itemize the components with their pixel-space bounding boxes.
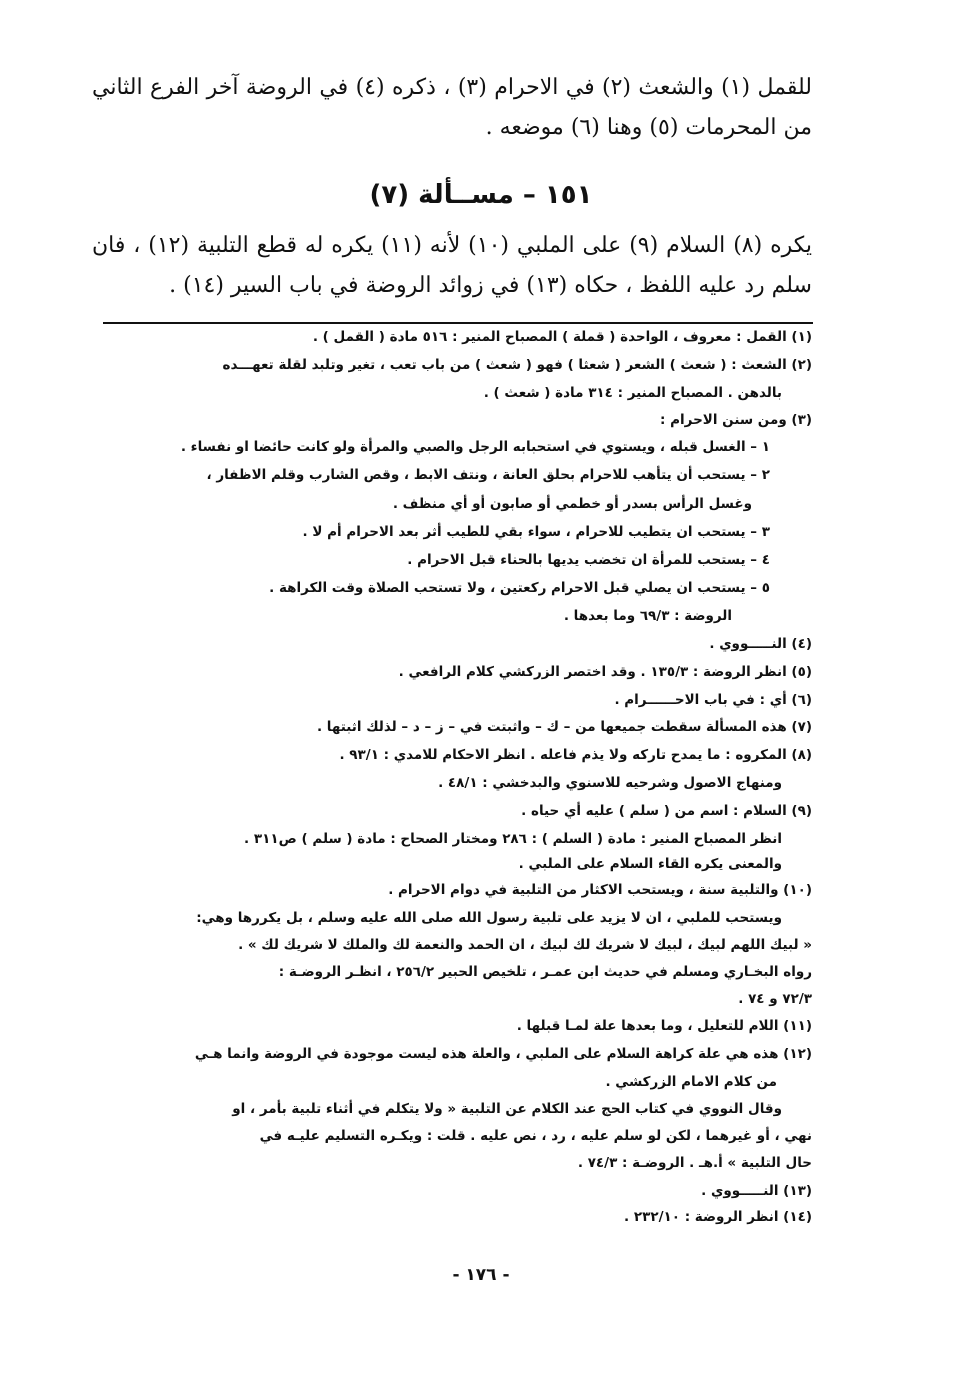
footnote-8: (٨) المكروه : ما يمدح تاركه ولا يذم فاعله . انظر الاحكام للامدي : ٩٣/١ . [339, 747, 812, 763]
footnote-10-line-2: ويستحب للملبي ، ان لا يزيد على تلبية رسول الله صلى الله عليه وسلم ، بل يكررها وهي: [196, 910, 782, 926]
footnote-2-continuation: بالدهن . المصباح المنير : ٣١٤ مادة ( شعث ) . [483, 385, 782, 401]
footnote-3: (٣) ومن سنن الاحرام : [660, 412, 812, 428]
footnote-13: (١٣) النـــــووي . [701, 1183, 812, 1199]
footnote-1: (١) القمل : معروف ، الواحدة ( قملة ) المصباح المنير : ٥١٦ مادة ( القمل ) . [312, 329, 812, 345]
footnote-10-source-continuation: ٧٢/٣ و ٧٤ . [738, 991, 812, 1007]
footnote-2: (٢) الشعث : ( شعث ) الشعر ( شعثا ) فهو ( شعث ) من باب تعب ، تغير وتلبد لقلة تعهـــده [222, 357, 812, 373]
footnote-9-continuation: انظر المصباح المنير : مادة ( السلم ) : ٢٨٦ ومختار الصحاح : مادة ( سلم ) ص٣١١ . [244, 831, 782, 847]
footnote-3-item-3: ٣ – يستحب ان يتطيب للاحرام ، سواء بقي للطيب أثر بعد الاحرام أم لا . [302, 524, 770, 540]
footnote-12-line-5: حال التلبية » أ.هـ . الروضـة : ٧٤/٣ . [577, 1155, 812, 1171]
footnote-divider [103, 322, 813, 324]
footnote-3-item-2: ٢ – يستحب أن يتأهب للاحرام بحلق العانة ، ونتف الابط ، وقص الشارب وقلم الاظفار ، [206, 467, 770, 483]
body-paragraph: يكره (٨) السلام (٩) على الملبي (١٠) لأنه (١١) يكره له قطع التلبية (١٢) ، فان سلم رد عليه اللفظ ، حكاه (١٣) في زوائد الروضة في باب السير (١٤) . [92, 233, 813, 298]
footnote-10: (١٠) والتلبية سنة ، ويستحب الاكثار من التلبية في دوام الاحرام . [388, 882, 812, 898]
footnote-12-line-3: وقال النووي في كتاب الحج عند الكلام عن التلبية « ولا يتكلم في أثناء تلبية بأمر ، او [232, 1101, 782, 1117]
footnote-3-item-5: ٥ – يستحب ان يصلي قبل الاحرام ركعتين ، ولا تستحب الصلاة وقت الكراهة . [269, 580, 770, 596]
footnote-12-line-4: نهي ، أو غيرهما ، لكن لو سلم عليه ، رد ، نص عليه . قلت : ويكـره التسليم عليـه في [259, 1128, 812, 1144]
footnote-12-line-2: من كلام الامام الزركشي . [605, 1074, 777, 1090]
footnote-12: (١٢) هذه هي علة كراهة السلام على الملبي ، والعلة هذه ليست موجودة في الروضة وانما هـي [194, 1046, 812, 1062]
footnote-8-continuation: ومنهاج الاصول وشرحيه للاسنوي والبدخشي : ٤٨/١ . [438, 775, 782, 791]
intro-paragraph: للقمل (١) والشعث (٢) في الاحرام (٣) ، ذكره (٤) في الروضة آخر الفرع الثاني من المحرمات (٥) وهنا (٦) موضعه . [92, 75, 812, 140]
footnote-3-item-1: ١ – الغسل قبله ، ويستوي في استحبابه الرجل والصبي والمرأة ولو كانت حائضا او نفساء . [180, 439, 770, 455]
footnote-4: (٤) النـــــووي . [709, 636, 812, 652]
footnote-14: (١٤) انظر الروضة : ٢٣٢/١٠ . [624, 1209, 812, 1225]
footnote-11: (١١) اللام للتعليل ، وما بعدها علة لمـا قبلها . [516, 1018, 812, 1034]
footnote-3-item-4: ٤ – يستحب للمرأة ان تخضب يديها بالحناء قبل الاحرام . [407, 552, 770, 568]
page-number: - ١٧٦ - [452, 1265, 510, 1285]
footnote-7: (٧) هذه المسألة سقطت جميعها من – ك – واثبتت في – ز – د – لذلك اثبتها . [316, 719, 812, 735]
footnote-9: (٩) السلام : اسم من ( سلم ) عليه أي حياه . [521, 803, 812, 819]
footnote-3-reference: الروضة : ٦٩/٣ وما بعدها . [563, 608, 732, 624]
footnote-3-item-2-continuation: وغسل الرأس بسدر أو خطمي أو صابون أو أي منظف . [392, 496, 752, 512]
footnote-10-source: رواه البخـاري ومسلم في حديث ابن عمـر ، تلخيص الحبير ٢٥٦/٢ ، انظـر الروضـة : [278, 964, 812, 980]
footnote-6: (٦) أي : في باب الاحــــــرام . [614, 692, 812, 708]
section-heading: ١٥١ – مســألة (٧) [369, 180, 593, 210]
footnote-5: (٥) انظر الروضة : ١٣٥/٣ . وقد اختصر الزركشي كلام الرافعي . [398, 664, 812, 680]
footnote-9-meaning: والمعنى يكره القاء السلام على الملبي . [518, 856, 782, 872]
footnote-10-talbiyah: « لبيك اللهم لبيك ، لبيك لا شريك لك لبيك ، ان الحمد والنعمة لك والملك لا شريك لك » . [238, 937, 812, 953]
